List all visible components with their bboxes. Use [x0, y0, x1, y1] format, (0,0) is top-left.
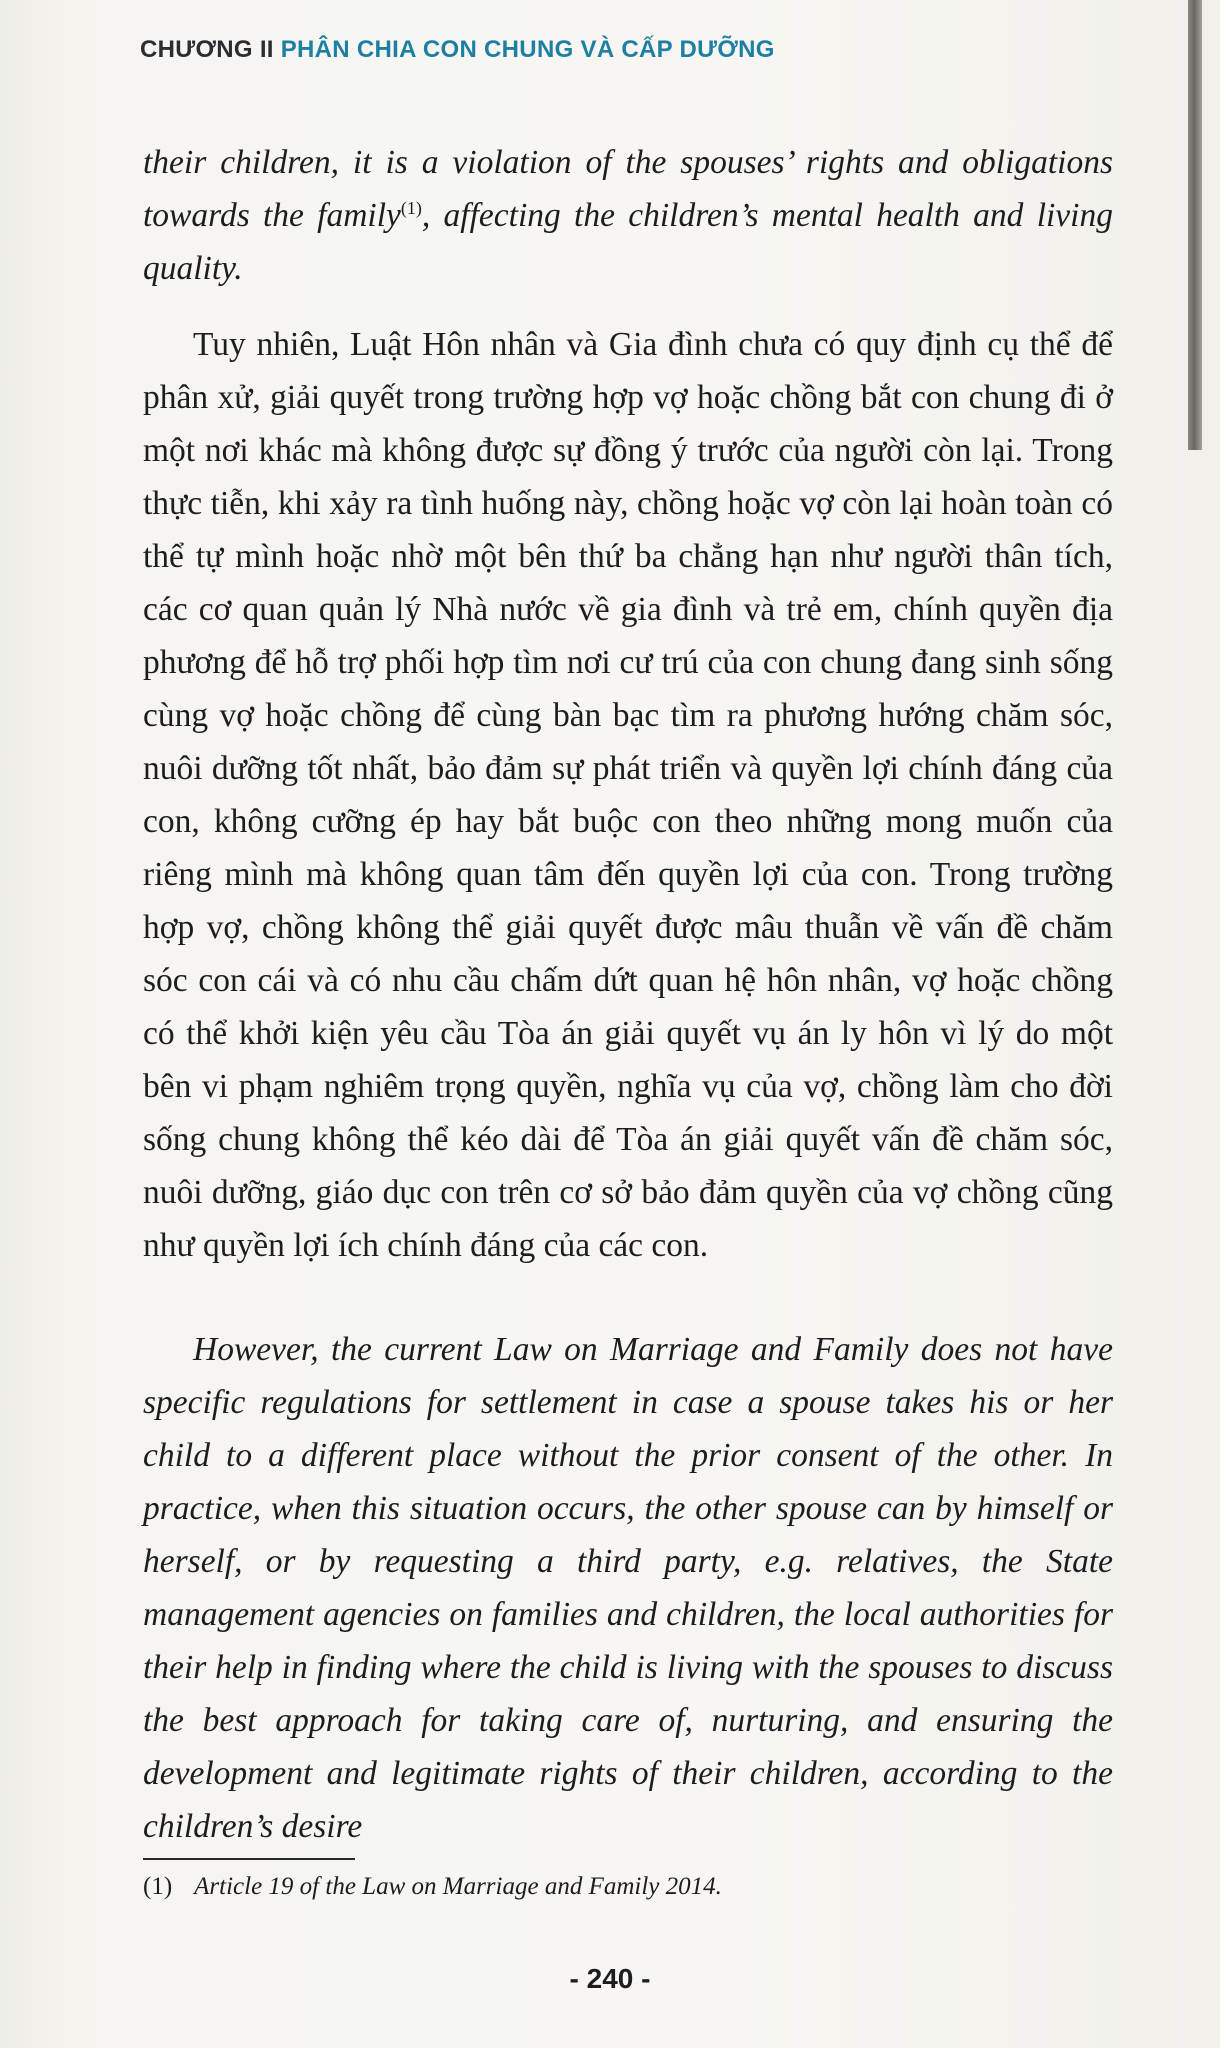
footnote: [143, 1870, 722, 1904]
running-header: [140, 36, 775, 64]
paragraph-text: However, the current Law on Marriage and Family does not have specific regulations for settlement in case a spouse takes his or her child to a different place without the prior consent of the other. In practice, when this situation occurs, the other spouse can by himself or herself, or by requesting a third party, e.g. relatives, the State management agencies on families and children, the local authorities for their help in finding where the child is living with the spouses to discuss the best approach for taking care of, nurturing, and ensuring the development and legitimate rights of their children, according to the children’s desire: [143, 1331, 1113, 1845]
english-paragraph: [143, 1323, 1113, 1853]
page-number: - 240 -: [569, 1963, 651, 1994]
paragraph-text: their children, it is a violation of the spouses’ rights and obligations towards the family: [143, 144, 1113, 234]
footnote-reference: (1): [400, 197, 422, 218]
chapter-label: CHƯƠNG II: [140, 36, 274, 63]
book-edge-shadow: [1188, 0, 1202, 450]
english-paragraph-continued: [143, 136, 1113, 295]
footnote-text: Article 19 of the Law on Marriage and Family 2014.: [194, 1873, 722, 1900]
paragraph-text-tail: , affecting the children’s mental health and living quality.: [143, 197, 1113, 287]
paragraph-text: Tuy nhiên, Luật Hôn nhân và Gia đình chưa có quy định cụ thể để phân xử, giải quyết trong trường hợp vợ hoặc chồng bắt con chung đi ở một nơi khác mà không được sự đồng ý trước của người còn lại. Trong thực tiễn, khi xảy ra tình huống này, chồng hoặc vợ còn lại hoàn toàn có thể tự mình hoặc nhờ một bên thứ ba chẳng hạn như người thân tích, các cơ quan quản lý Nhà nước về gia đình và trẻ em, chính quyền địa phương để hỗ trợ phối hợp tìm nơi cư trú của con chung đang sinh sống cùng vợ hoặc chồng để cùng bàn bạc tìm ra phương hướng chăm sóc, nuôi dưỡng tốt nhất, bảo đảm sự phát triển và quyền lợi chính đáng của con, không cưỡng ép hay bắt buộc con theo những mong muốn của riêng mình mà không quan tâm đến quyền lợi của con. Trong trường hợp vợ, chồng không thể giải quyết được mâu thuẫn về vấn đề chăm sóc con cái và có nhu cầu chấm dứt quan hệ hôn nhân, vợ hoặc chồng có thể khởi kiện yêu cầu Tòa án giải quyết vụ án ly hôn vì lý do một bên vi phạm nghiêm trọng quyền, nghĩa vụ của vợ, chồng làm cho đời sống chung không thể kéo dài để Tòa án giải quyết vấn đề chăm sóc, nuôi dưỡng, giáo dục con trên cơ sở bảo đảm quyền của vợ chồng cũng như quyền lợi ích chính đáng của các con.: [143, 326, 1113, 1264]
vietnamese-paragraph: [143, 318, 1113, 1272]
chapter-title: PHÂN CHIA CON CHUNG VÀ CẤP DƯỠNG: [280, 36, 775, 63]
footnote-mark: (1): [143, 1873, 173, 1900]
footnote-divider: [143, 1858, 355, 1860]
